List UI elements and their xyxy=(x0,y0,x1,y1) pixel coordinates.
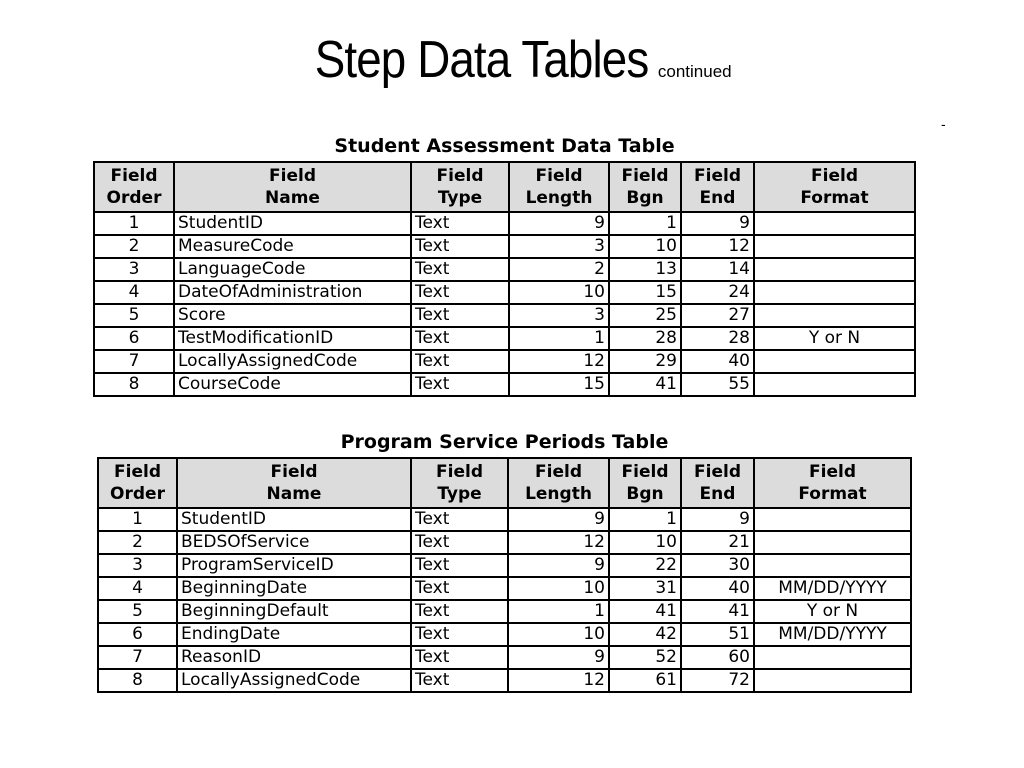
cell-field-format xyxy=(754,258,915,281)
cell-field-order: 8 xyxy=(98,669,177,692)
cell-field-order: 2 xyxy=(98,531,177,554)
cell-field-order: 4 xyxy=(94,281,174,304)
table-row xyxy=(98,669,911,692)
cell-field-order: 5 xyxy=(94,304,174,327)
cell-field-name: EndingDate xyxy=(177,623,411,646)
cell-field-end: 51 xyxy=(681,623,754,646)
header-line: Field xyxy=(621,166,669,186)
cell-field-length: 1 xyxy=(508,600,609,623)
cell-field-bgn: 25 xyxy=(609,304,681,327)
header-line: Field xyxy=(535,166,583,186)
header-line: Field xyxy=(436,166,484,186)
cell-field-name: DateOfAdministration xyxy=(174,281,411,304)
table-row xyxy=(94,373,915,396)
header-field-end xyxy=(681,458,754,508)
table-row xyxy=(94,281,915,304)
cell-field-order: 2 xyxy=(94,235,174,258)
cell-field-end: 41 xyxy=(681,600,754,623)
cell-field-name: StudentID xyxy=(174,212,411,235)
cell-field-end: 21 xyxy=(681,531,754,554)
student-table-caption: Student Assessment Data Table xyxy=(334,135,675,157)
cell-field-bgn: 10 xyxy=(609,235,681,258)
header-line: Bgn xyxy=(626,188,664,208)
header-line: Field xyxy=(270,462,318,482)
header-row xyxy=(94,162,915,212)
cell-field-bgn: 15 xyxy=(609,281,681,304)
header-line: Field xyxy=(694,166,741,186)
table-row xyxy=(94,212,915,235)
header-line: Bgn xyxy=(626,484,664,504)
header-line: Field xyxy=(811,166,858,186)
cell-field-bgn: 29 xyxy=(609,350,681,373)
header-field-format xyxy=(754,162,915,212)
cell-field-name: TestModificationID xyxy=(174,327,411,350)
header-line: Format xyxy=(800,188,869,208)
table-row xyxy=(94,258,915,281)
cell-field-bgn: 41 xyxy=(609,373,681,396)
header-field-bgn xyxy=(609,162,681,212)
cell-field-order: 7 xyxy=(98,646,177,669)
table-row xyxy=(98,554,911,577)
cell-field-type: Text xyxy=(411,600,508,623)
cell-field-type: Text xyxy=(411,554,508,577)
header-line: Name xyxy=(265,188,320,208)
header-row xyxy=(98,458,911,508)
cell-field-format xyxy=(754,212,915,235)
cell-field-name: BEDSOfService xyxy=(177,531,411,554)
cell-field-length: 9 xyxy=(508,646,609,669)
cell-field-type: Text xyxy=(411,281,509,304)
header-field-length xyxy=(509,162,609,212)
table-row xyxy=(98,600,911,623)
cell-field-end: 30 xyxy=(681,554,754,577)
cell-field-bgn: 31 xyxy=(609,577,681,600)
cell-field-length: 2 xyxy=(509,258,609,281)
cell-field-end: 14 xyxy=(681,258,754,281)
header-line: Field xyxy=(535,462,582,482)
cell-field-length: 15 xyxy=(509,373,609,396)
header-line: Field xyxy=(436,462,483,482)
cell-field-length: 9 xyxy=(509,212,609,235)
cell-field-bgn: 10 xyxy=(609,531,681,554)
cell-field-bgn: 42 xyxy=(609,623,681,646)
header-field-name xyxy=(174,162,411,212)
header-line: Field xyxy=(809,462,856,482)
cell-field-order: 1 xyxy=(94,212,174,235)
cell-field-format: MM/DD/YYYY xyxy=(754,577,911,600)
cell-field-format xyxy=(754,554,911,577)
cell-field-length: 10 xyxy=(508,577,609,600)
cell-field-bgn: 28 xyxy=(609,327,681,350)
header-line: Field xyxy=(269,166,316,186)
header-line: Length xyxy=(525,188,593,208)
cell-field-bgn: 13 xyxy=(609,258,681,281)
cell-field-format xyxy=(754,646,911,669)
cell-field-type: Text xyxy=(411,531,508,554)
header-line: Order xyxy=(106,188,162,208)
cell-field-end: 40 xyxy=(681,350,754,373)
header-field-type xyxy=(411,162,509,212)
table-row xyxy=(98,577,911,600)
cell-field-format: Y or N xyxy=(754,600,911,623)
cell-field-end: 27 xyxy=(681,304,754,327)
cell-field-order: 3 xyxy=(98,554,177,577)
header-line: Format xyxy=(798,484,867,504)
cell-field-format: Y or N xyxy=(754,327,915,350)
cell-field-end: 9 xyxy=(681,212,754,235)
header-line: Field xyxy=(110,166,158,186)
cell-field-type: Text xyxy=(411,646,508,669)
cell-field-name: BeginningDefault xyxy=(177,600,411,623)
header-field-end xyxy=(681,162,754,212)
header-line: Field xyxy=(694,462,741,482)
cell-field-bgn: 41 xyxy=(609,600,681,623)
cell-field-type: Text xyxy=(411,304,509,327)
cell-field-type: Text xyxy=(411,258,509,281)
header-field-format xyxy=(754,458,911,508)
table-row xyxy=(94,327,915,350)
cell-field-length: 12 xyxy=(508,669,609,692)
cell-field-end: 28 xyxy=(681,327,754,350)
cell-field-format xyxy=(754,373,915,396)
slide-title-main: Step Data Tables xyxy=(315,31,649,89)
cell-field-format xyxy=(754,531,911,554)
cell-field-type: Text xyxy=(411,577,508,600)
cell-field-name: LanguageCode xyxy=(174,258,411,281)
cell-field-end: 72 xyxy=(681,669,754,692)
cell-field-end: 40 xyxy=(681,577,754,600)
header-line: Length xyxy=(525,484,592,504)
cell-field-type: Text xyxy=(411,623,508,646)
header-field-length xyxy=(508,458,609,508)
table-row xyxy=(94,350,915,373)
cell-field-bgn: 22 xyxy=(609,554,681,577)
cell-field-end: 24 xyxy=(681,281,754,304)
header-field-order xyxy=(98,458,177,508)
table-row xyxy=(98,508,911,531)
cell-field-length: 9 xyxy=(508,554,609,577)
cell-field-length: 1 xyxy=(509,327,609,350)
cell-field-name: LocallyAssignedCode xyxy=(174,350,411,373)
cell-field-type: Text xyxy=(411,235,509,258)
table-row xyxy=(94,235,915,258)
student-assessment-table xyxy=(93,161,916,397)
cell-field-order: 8 xyxy=(94,373,174,396)
header-line: Type xyxy=(437,484,482,504)
header-line: Name xyxy=(266,484,322,504)
cell-field-type: Text xyxy=(411,350,509,373)
cell-field-format xyxy=(754,281,915,304)
cell-field-format xyxy=(754,508,911,531)
table-row xyxy=(94,304,915,327)
header-line: Type xyxy=(437,188,483,208)
cell-field-name: BeginningDate xyxy=(177,577,411,600)
cell-field-order: 4 xyxy=(98,577,177,600)
cell-field-type: Text xyxy=(411,327,509,350)
slide-title xyxy=(0,30,1024,90)
slide-title-subtitle: continued xyxy=(657,62,732,81)
header-line: End xyxy=(699,188,736,208)
cell-field-length: 10 xyxy=(509,281,609,304)
header-field-name xyxy=(177,458,411,508)
cell-field-end: 12 xyxy=(681,235,754,258)
cell-field-name: ReasonID xyxy=(177,646,411,669)
cell-field-format xyxy=(754,304,915,327)
cell-field-order: 6 xyxy=(98,623,177,646)
cell-field-name: MeasureCode xyxy=(174,235,411,258)
cell-field-name: CourseCode xyxy=(174,373,411,396)
cell-field-length: 9 xyxy=(508,508,609,531)
table-row xyxy=(98,646,911,669)
cell-field-format xyxy=(754,235,915,258)
header-line: Order xyxy=(110,484,165,504)
header-line: Field xyxy=(114,462,161,482)
cell-field-order: 1 xyxy=(98,508,177,531)
cell-field-order: 3 xyxy=(94,258,174,281)
header-line: End xyxy=(699,484,736,504)
header-field-bgn xyxy=(609,458,681,508)
cell-field-name: Score xyxy=(174,304,411,327)
cell-field-order: 5 xyxy=(98,600,177,623)
table-row xyxy=(98,531,911,554)
table-row xyxy=(98,623,911,646)
header-field-type xyxy=(411,458,508,508)
header-line: Field xyxy=(621,462,669,482)
cell-field-end: 60 xyxy=(681,646,754,669)
cell-field-format xyxy=(754,669,911,692)
cell-field-length: 3 xyxy=(509,304,609,327)
header-field-order xyxy=(94,162,174,212)
cell-field-type: Text xyxy=(411,212,509,235)
cell-field-name: ProgramServiceID xyxy=(177,554,411,577)
cell-field-type: Text xyxy=(411,373,509,396)
cell-field-name: LocallyAssignedCode xyxy=(177,669,411,692)
cell-field-name: StudentID xyxy=(177,508,411,531)
cell-field-order: 6 xyxy=(94,327,174,350)
cell-field-bgn: 52 xyxy=(609,646,681,669)
cell-field-type: Text xyxy=(411,508,508,531)
cell-field-length: 12 xyxy=(509,350,609,373)
cell-field-bgn: 61 xyxy=(609,669,681,692)
cell-field-length: 12 xyxy=(508,531,609,554)
cell-field-length: 3 xyxy=(509,235,609,258)
cell-field-format xyxy=(754,350,915,373)
cell-field-end: 55 xyxy=(681,373,754,396)
cell-field-format: MM/DD/YYYY xyxy=(754,623,911,646)
program-service-periods-table xyxy=(97,457,912,693)
dash-mark: - xyxy=(941,116,946,132)
program-table-caption: Program Service Periods Table xyxy=(340,431,669,453)
cell-field-bgn: 1 xyxy=(609,508,681,531)
cell-field-order: 7 xyxy=(94,350,174,373)
cell-field-end: 9 xyxy=(681,508,754,531)
cell-field-bgn: 1 xyxy=(609,212,681,235)
cell-field-type: Text xyxy=(411,669,508,692)
cell-field-length: 10 xyxy=(508,623,609,646)
